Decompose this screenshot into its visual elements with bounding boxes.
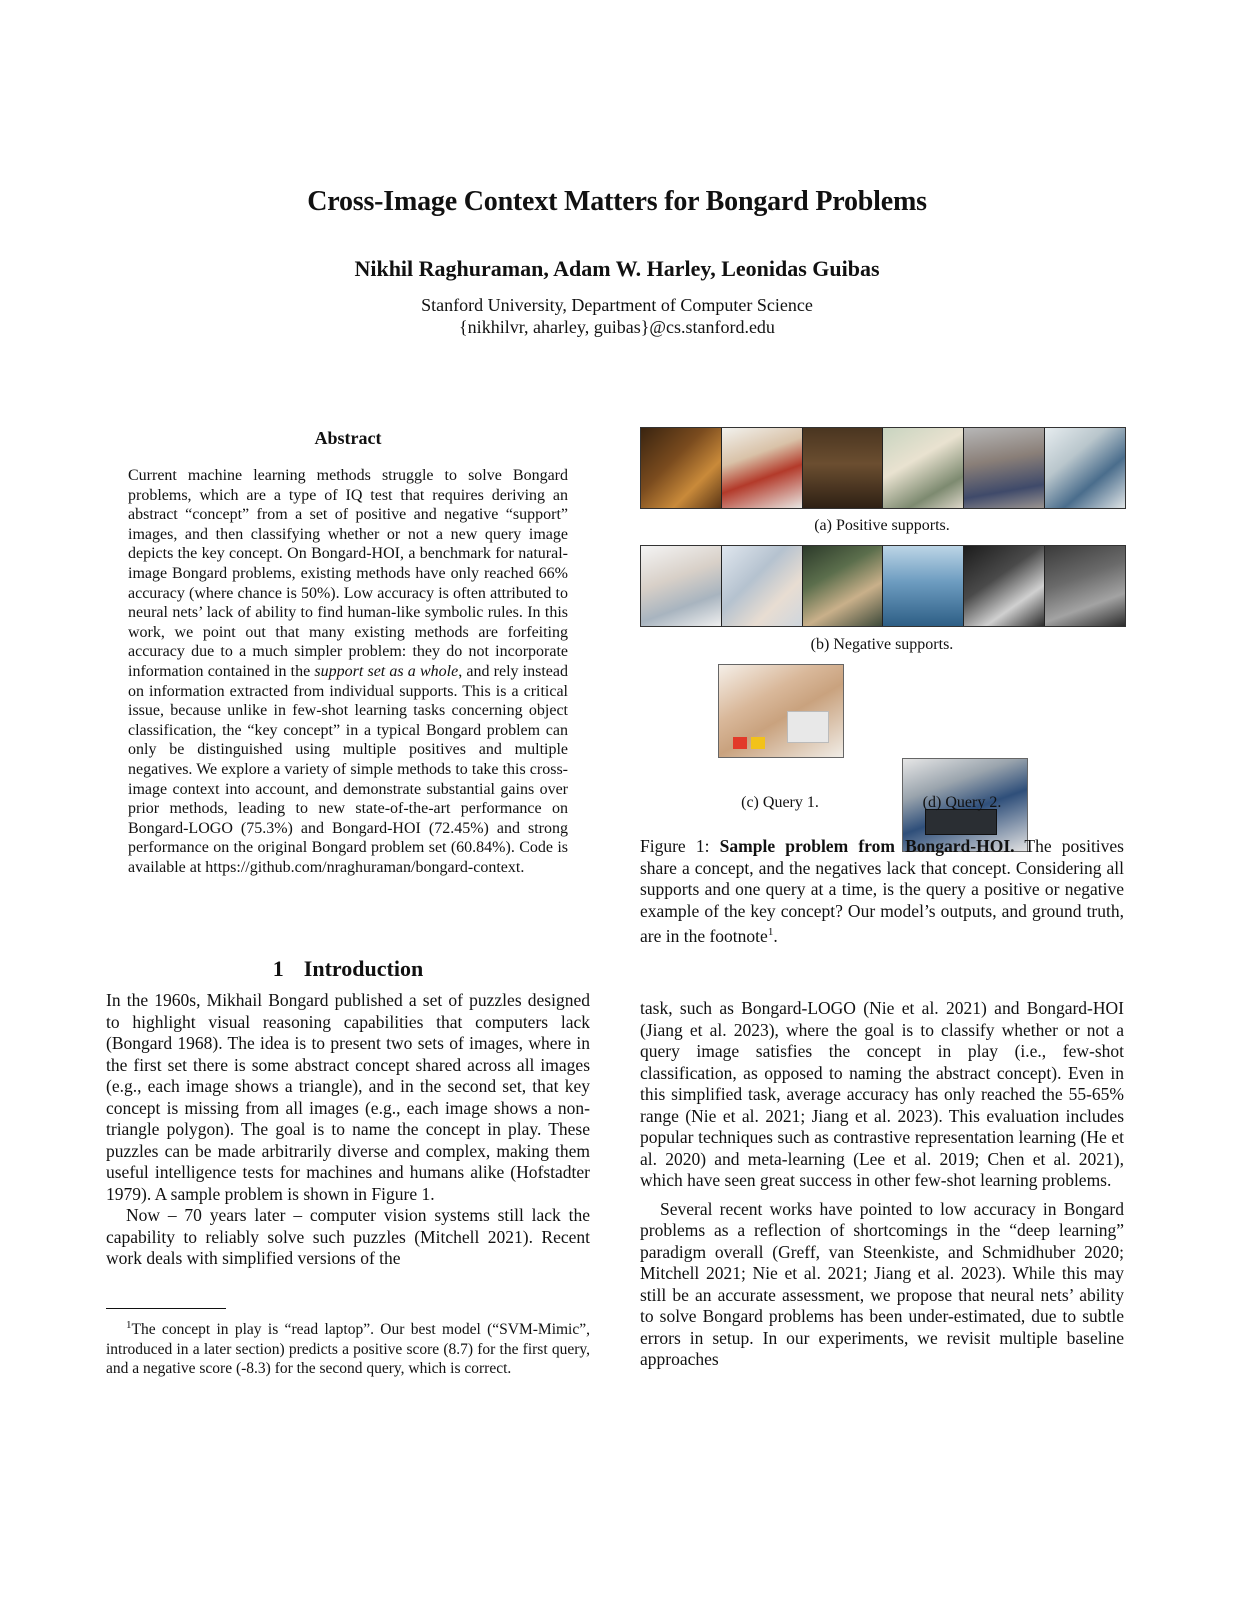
positive-support-photo: [1045, 428, 1125, 508]
right-column: [640, 998, 1124, 1371]
abstract-text-2: , and rely instead on information extracted from individual supports. This is a critical issue, because unlike in few-shot learning tasks concerning object classification, the “key concept” in a typical Bongard problem can only be distinguished using multiple positives and multiple negatives. We explore a variety of simple methods to take this cross-image context into account, and demonstrate substantial gains over prior methods, leading to new state-of-the-art performance on Bongard-LOGO (75.3%) and Bongard-HOI (72.45%) and strong performance on the original Bongard problem set (60.84%). Code is available at https://github.com/nraghuraman/bongard-context.: [128, 662, 569, 876]
figure-caption: [640, 836, 1124, 947]
positive-support-photo: [722, 428, 803, 508]
intro-paragraph-4: Several recent works have pointed to low accuracy in Bongard problems as a reflection of shortcomings in the “deep learning” paradigm overall (Greff, van Steenkiste, and Schmidhuber 2020; Mitchell 2021; Nie et al. 2021; Jiang et al. 2023). While this may still be an accurate assessment, we propose that neural nets’ ability to solve Bongard problems has been under-estimated, due to subtle errors in setup. In our experiments, we revisit multiple baseline approaches: [640, 1198, 1124, 1369]
positive-supports-strip: [640, 427, 1126, 509]
subcaption-a: (a) Positive supports.: [814, 517, 950, 534]
abstract-text-1: Current machine learning methods struggle to solve Bongard problems, which are a type of IQ test that requires deriving an abstract “concept” from a set of positive and negative “support” images, and then classifying whether or not a new query image depicts the key concept. On Bongard-HOI, a benchmark for natural-image Bongard problems, existing methods have only reached 66% accuracy (where chance is 50%). Low accuracy is often attributed to neural nets’ lack of ability to find human-like symbolic rules. In this work, we point out that many existing methods are forfeiting accuracy due to a much simpler problem: they do not incorporate information contained in the: [128, 467, 568, 680]
figure-caption-end: .: [773, 925, 778, 946]
negative-support-photo: [641, 546, 722, 626]
negative-support-photo: [883, 546, 964, 626]
footnote-text: The concept in play is “read laptop”. Our best model (“SVM-Mimic”, introduced in a later section) predicts a positive score (8.7) for the first query, and a negative score (-8.3) for the second query, which is correct.: [106, 1321, 590, 1378]
intro-paragraph-3: task, such as Bongard-LOGO (Nie et al. 2021) and Bongard-HOI (Jiang et al. 2023), where the goal is to classify whether or not a query image satisfies the concept in play (i.e., few-shot classification, as opposed to naming the abstract concept). Even in this simplified task, average accuracy has only reached the 55-65% range (Nie et al. 2021; Jiang et al. 2023). This evaluation includes popular techniques such as contrastive representation learning (He et al. 2020) and meta-learning (Lee et al. 2019; Chen et al. 2021), which have seen great success in other few-shot learning problems.: [640, 998, 1124, 1190]
footnote-rule: [106, 1308, 226, 1309]
negative-support-photo: [1045, 546, 1125, 626]
negative-support-photo: [803, 546, 884, 626]
figure-caption-title: Sample problem from Bongard-HOI.: [719, 836, 1015, 856]
affiliation: Stanford University, Department of Computer Science: [421, 295, 813, 315]
positive-support-photo: [964, 428, 1045, 508]
affiliation-block: [0, 294, 1234, 338]
section-title: Introduction: [303, 956, 424, 981]
footnote-mark: 1: [126, 1319, 132, 1331]
subcaption-b: (b) Negative supports.: [810, 636, 954, 653]
author-list: Nikhil Raghuraman, Adam W. Harley, Leonidas Guibas: [354, 256, 880, 281]
subcaption-c: (c) Query 1.: [741, 794, 819, 811]
subcaption-d: (d) Query 2.: [922, 794, 1002, 811]
intro-paragraph-2: Now – 70 years later – computer vision systems still lack the capability to reliably solve such puzzles (Mitchell 2021). Recent work deals with simplified versions of the: [106, 1205, 590, 1268]
negative-support-photo: [722, 546, 803, 626]
positive-support-photo: [641, 428, 722, 508]
abstract-body: [128, 466, 568, 877]
figure-caption-text: The positives share a concept, and the negatives lack that concept. Considering all supports and one query at a time, is the query a positive or negative example of the key concept? Our model’s outputs, and ground truth, are in the footnote: [640, 836, 1124, 946]
abstract-emphasis: support set as a whole: [314, 662, 459, 680]
figure-label: Figure 1:: [640, 836, 720, 856]
footnote: [106, 1316, 590, 1379]
negative-supports-strip: [640, 545, 1126, 627]
section-heading: [106, 956, 590, 982]
paper-title: Cross-Image Context Matters for Bongard Problems: [307, 186, 927, 217]
author-email: {nikhilvr, aharley, guibas}@cs.stanford.edu: [459, 317, 775, 337]
negative-support-photo: [964, 546, 1045, 626]
section-number: 1: [272, 956, 284, 981]
left-column: [106, 990, 590, 1270]
footnote-ref: 1: [767, 926, 774, 938]
positive-support-photo: [883, 428, 964, 508]
abstract-heading: Abstract: [314, 428, 382, 448]
intro-paragraph-1: In the 1960s, Mikhail Bongard published a set of puzzles designed to highlight visual reasoning capabilities that computers lack (Bongard 1968). The idea is to present two sets of images, where in the first set there is some abstract concept shared across all images (e.g., each image shows a triangle), and in the second set, that key concept is missing from all images (e.g., each image shows a non-triangle polygon). The goal is to name the concept in play. These puzzles can be made arbitrarily diverse and complex, making them useful intelligence tests for machines and humans alike (Hofstadter 1979). A sample problem is shown in Figure 1.: [106, 990, 590, 1204]
positive-support-photo: [803, 428, 884, 508]
query-1-photo: [718, 664, 844, 758]
